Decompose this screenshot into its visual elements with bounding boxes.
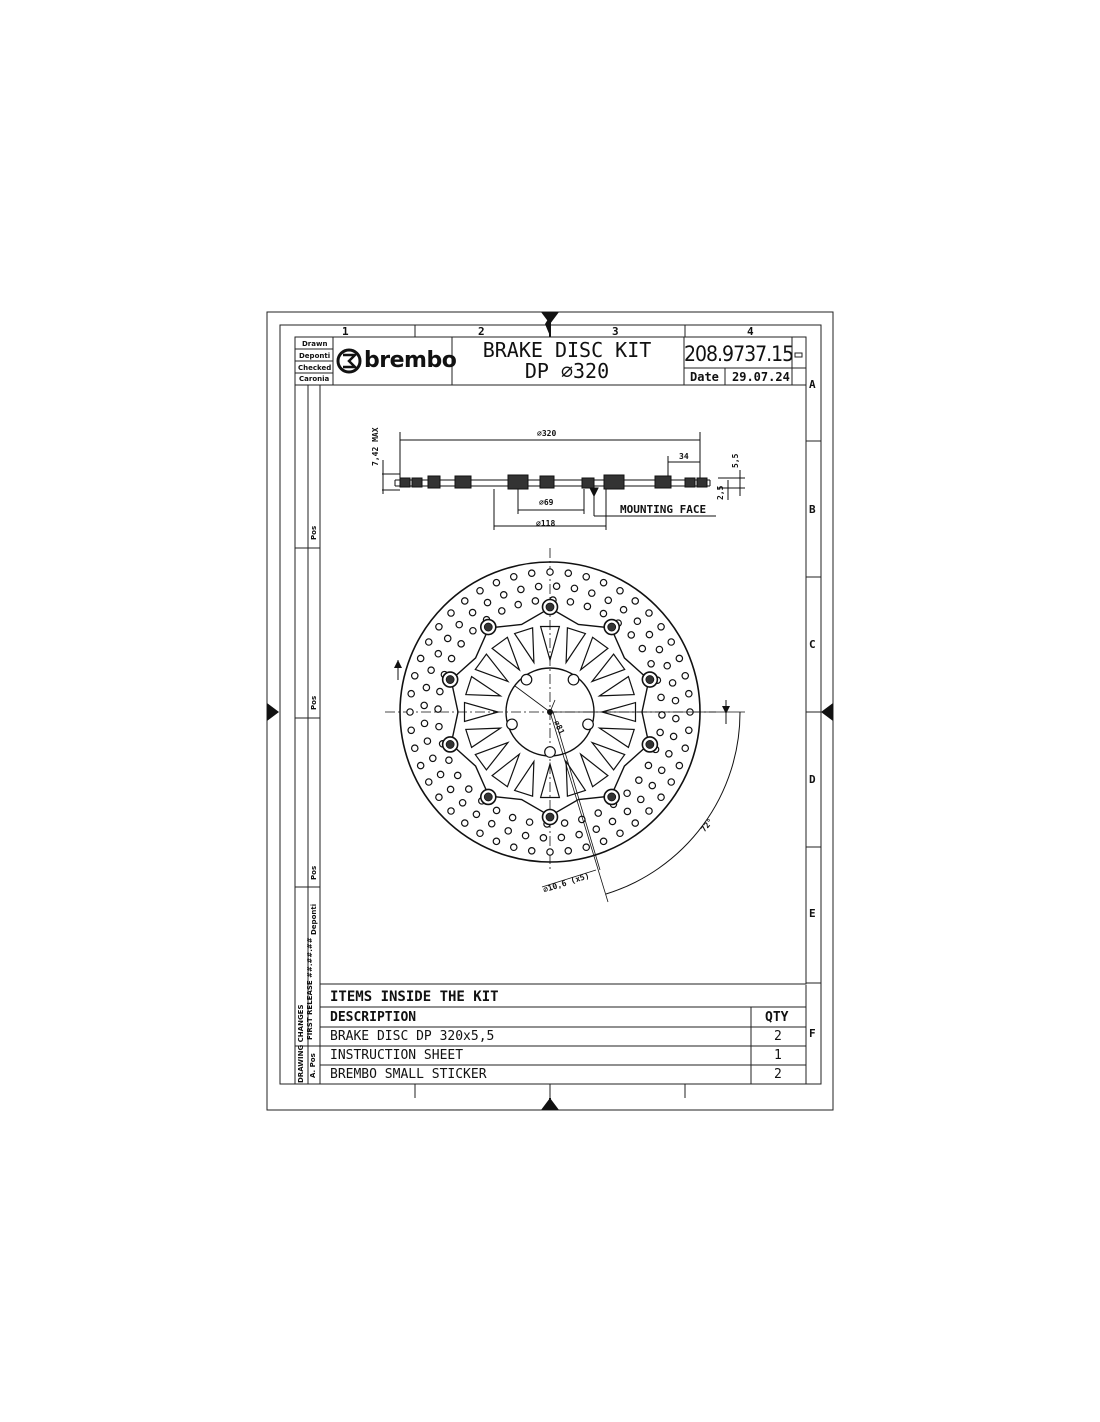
- drill-hole: [561, 820, 567, 826]
- drill-hole: [412, 673, 418, 679]
- drill-hole: [417, 762, 423, 768]
- drill-hole: [511, 574, 517, 580]
- drill-hole: [676, 762, 682, 768]
- drill-hole: [435, 706, 441, 712]
- dim-thickness-max: 7,42 MAX: [371, 427, 380, 466]
- carrier-window: [466, 728, 501, 747]
- drill-hole: [532, 598, 538, 604]
- drill-hole: [499, 608, 505, 614]
- mounting-hole: [521, 674, 532, 685]
- float-button-core: [484, 623, 492, 631]
- drill-hole: [634, 618, 640, 624]
- mounting-hole: [568, 674, 579, 685]
- date-label: Date: [690, 370, 719, 384]
- drill-hole: [493, 579, 499, 585]
- drill-hole: [638, 796, 644, 802]
- drill-hole: [624, 808, 630, 814]
- item-qty: 2: [774, 1029, 782, 1044]
- drill-hole: [657, 729, 663, 735]
- item-qty: 1: [774, 1048, 782, 1063]
- row-label-f: F: [809, 1027, 816, 1040]
- drill-hole: [658, 694, 664, 700]
- drill-hole: [648, 661, 654, 667]
- carrier-window: [581, 637, 608, 670]
- item-qty: 2: [774, 1067, 782, 1082]
- dim-diameter-81: ⌀81: [551, 719, 567, 736]
- drill-hole: [445, 635, 451, 641]
- drill-hole: [600, 579, 606, 585]
- drill-hole: [632, 820, 638, 826]
- drill-hole: [454, 772, 460, 778]
- drill-hole: [565, 848, 571, 854]
- drill-hole: [583, 844, 589, 850]
- carrier-window: [592, 743, 625, 770]
- side-pos-3: Pos: [310, 865, 318, 880]
- drill-hole: [435, 651, 441, 657]
- drill-hole: [518, 586, 524, 592]
- drill-hole: [595, 810, 601, 816]
- title-line-2: DP ⌀320: [524, 359, 610, 383]
- dim-diameter-118: ⌀118: [536, 519, 556, 528]
- column-label-1: 1: [342, 325, 349, 338]
- carrier-window: [492, 754, 519, 787]
- column-label-3: 3: [612, 325, 619, 338]
- dim-5-5: 5,5: [731, 453, 740, 468]
- dim-2-5: 2,5: [716, 485, 725, 500]
- drill-hole: [668, 639, 674, 645]
- side-pos-1: Pos: [310, 525, 318, 540]
- row-label-b: B: [809, 503, 816, 516]
- carrier-window: [515, 762, 534, 797]
- float-button-core: [546, 603, 554, 611]
- dim-34: 34: [679, 452, 689, 461]
- float-button-core: [484, 793, 492, 801]
- brembo-logo-icon: [338, 350, 360, 372]
- carrier-window: [600, 728, 635, 747]
- drill-hole: [669, 680, 675, 686]
- role-checked: Checked: [298, 364, 332, 372]
- drill-hole: [529, 570, 535, 576]
- drill-hole: [668, 779, 674, 785]
- drill-hole: [636, 777, 642, 783]
- drill-hole: [565, 570, 571, 576]
- role-drawn-name: Deponti: [299, 352, 331, 360]
- drill-hole: [515, 601, 521, 607]
- side-pos-2: Pos: [310, 695, 318, 710]
- drill-hole: [656, 646, 662, 652]
- drill-hole: [511, 844, 517, 850]
- drill-hole: [526, 819, 532, 825]
- drill-hole: [436, 624, 442, 630]
- carrier-window: [466, 677, 501, 696]
- drill-hole: [672, 697, 678, 703]
- drill-hole: [408, 691, 414, 697]
- drill-hole: [645, 762, 651, 768]
- row-label-d: D: [809, 773, 816, 786]
- drill-hole: [437, 771, 443, 777]
- carrier-window: [492, 637, 519, 670]
- drill-hole: [484, 599, 490, 605]
- drill-hole: [609, 818, 615, 824]
- drill-hole: [489, 821, 495, 827]
- dim-diameter-69: ⌀69: [539, 498, 554, 507]
- drill-hole: [493, 807, 499, 813]
- drill-hole: [436, 794, 442, 800]
- side-drawing-changes: DRAWING CHANGES: [297, 1004, 305, 1083]
- drill-hole: [462, 598, 468, 604]
- drill-hole: [448, 655, 454, 661]
- carrier-window: [581, 754, 608, 787]
- side-first-release: FIRST RELEASE ##.##.##: [306, 937, 314, 1040]
- drill-hole: [446, 757, 452, 763]
- drill-hole: [430, 755, 436, 761]
- drill-hole: [659, 767, 665, 773]
- float-button-core: [608, 623, 616, 631]
- drill-hole: [584, 603, 590, 609]
- disc-front-view: [385, 548, 745, 902]
- drill-hole: [632, 598, 638, 604]
- drill-hole: [664, 663, 670, 669]
- drill-hole: [576, 831, 582, 837]
- drill-hole: [493, 838, 499, 844]
- drill-hole: [535, 583, 541, 589]
- drill-hole: [448, 808, 454, 814]
- drill-hole: [666, 751, 672, 757]
- drill-hole: [501, 592, 507, 598]
- role-checked-name: Caronia: [299, 375, 330, 383]
- drill-hole: [670, 733, 676, 739]
- drill-hole: [553, 583, 559, 589]
- drill-hole: [605, 597, 611, 603]
- drill-hole: [571, 585, 577, 591]
- drill-hole: [509, 814, 515, 820]
- drill-hole: [682, 745, 688, 751]
- carrier-window: [592, 654, 625, 681]
- row-label-c: C: [809, 638, 816, 651]
- drill-hole: [417, 655, 423, 661]
- item-description: BREMBO SMALL STICKER: [330, 1067, 487, 1082]
- float-button-core: [546, 813, 554, 821]
- drill-hole: [658, 794, 664, 800]
- drill-hole: [547, 849, 553, 855]
- drill-hole: [567, 599, 573, 605]
- carrier-window: [566, 628, 585, 663]
- float-button-core: [608, 793, 616, 801]
- col-qty-header: QTY: [765, 1010, 789, 1025]
- mounting-hole: [545, 747, 556, 758]
- drill-hole: [421, 720, 427, 726]
- drill-hole: [466, 786, 472, 792]
- drill-hole: [686, 727, 692, 733]
- drill-hole: [424, 738, 430, 744]
- role-drawn: Drawn: [302, 340, 328, 348]
- drill-hole: [673, 715, 679, 721]
- drill-hole: [458, 641, 464, 647]
- drill-hole: [412, 745, 418, 751]
- float-button-core: [646, 740, 654, 748]
- drill-hole: [408, 727, 414, 733]
- dim-diameter-320: ⌀320: [537, 429, 557, 438]
- column-label-2: 2: [478, 325, 485, 338]
- drill-hole: [624, 790, 630, 796]
- drill-hole: [473, 811, 479, 817]
- drill-hole: [659, 712, 665, 718]
- drill-hole: [448, 610, 454, 616]
- title-line-1: BRAKE DISC KIT: [482, 338, 652, 362]
- drill-hole: [540, 835, 546, 841]
- drill-hole: [646, 808, 652, 814]
- column-dividers: [415, 325, 821, 1098]
- side-deponti: Deponti: [310, 903, 318, 935]
- drill-hole: [649, 782, 655, 788]
- drill-hole: [686, 691, 692, 697]
- drill-hole: [423, 684, 429, 690]
- drill-hole: [547, 569, 553, 575]
- float-button-core: [646, 676, 654, 684]
- carrier-window: [475, 654, 508, 681]
- drill-hole: [407, 709, 413, 715]
- drill-hole: [639, 645, 645, 651]
- drill-hole: [436, 723, 442, 729]
- drill-hole: [529, 848, 535, 854]
- drill-hole: [470, 628, 476, 634]
- drill-hole: [437, 688, 443, 694]
- drill-hole: [646, 610, 652, 616]
- drill-hole: [589, 590, 595, 596]
- drill-hole: [477, 830, 483, 836]
- brand-name: brembo: [364, 348, 457, 373]
- drill-hole: [646, 631, 652, 637]
- drill-hole: [583, 574, 589, 580]
- drill-hole: [600, 610, 606, 616]
- drill-hole: [447, 786, 453, 792]
- drill-hole: [505, 828, 511, 834]
- column-label-4: 4: [747, 325, 754, 338]
- drill-hole: [462, 820, 468, 826]
- items-heading: ITEMS INSIDE THE KIT: [330, 989, 499, 1005]
- drill-hole: [558, 834, 564, 840]
- drill-hole: [421, 702, 427, 708]
- drill-hole: [593, 826, 599, 832]
- mounting-hole: [583, 719, 594, 730]
- carrier-window: [515, 628, 534, 663]
- dim-hole-10-6: ⌀10,6 (x5): [542, 871, 591, 895]
- drill-hole: [600, 838, 606, 844]
- carrier-window: [475, 743, 508, 770]
- mounting-face-label: MOUNTING FACE: [620, 503, 707, 516]
- drill-hole: [628, 632, 634, 638]
- col-description-header: DESCRIPTION: [330, 1010, 417, 1025]
- drill-hole: [620, 607, 626, 613]
- part-number: 208.9737.15: [684, 342, 794, 366]
- drill-hole: [426, 779, 432, 785]
- date-value: 29.07.24: [732, 370, 790, 384]
- drill-hole: [617, 830, 623, 836]
- float-button-core: [446, 676, 454, 684]
- drill-hole: [658, 624, 664, 630]
- drill-hole: [426, 639, 432, 645]
- drill-hole: [456, 621, 462, 627]
- drill-hole: [617, 588, 623, 594]
- drawing-area: [320, 385, 806, 984]
- side-a-pos: A. Pos: [309, 1053, 317, 1078]
- drill-hole: [469, 609, 475, 615]
- dim-angle-72: 72°: [699, 816, 716, 834]
- carrier-window: [600, 677, 635, 696]
- inner-frame: [280, 325, 821, 1084]
- float-button-core: [446, 740, 454, 748]
- drill-hole: [676, 655, 682, 661]
- item-description: INSTRUCTION SHEET: [330, 1048, 464, 1063]
- drill-hole: [459, 800, 465, 806]
- mounting-hole: [507, 719, 518, 730]
- row-label-e: E: [809, 907, 816, 920]
- drill-hole: [522, 832, 528, 838]
- drill-hole: [477, 588, 483, 594]
- drill-hole: [428, 667, 434, 673]
- drill-hole: [682, 673, 688, 679]
- row-label-a: A: [809, 378, 816, 391]
- item-description: BRAKE DISC DP 320x5,5: [330, 1029, 495, 1044]
